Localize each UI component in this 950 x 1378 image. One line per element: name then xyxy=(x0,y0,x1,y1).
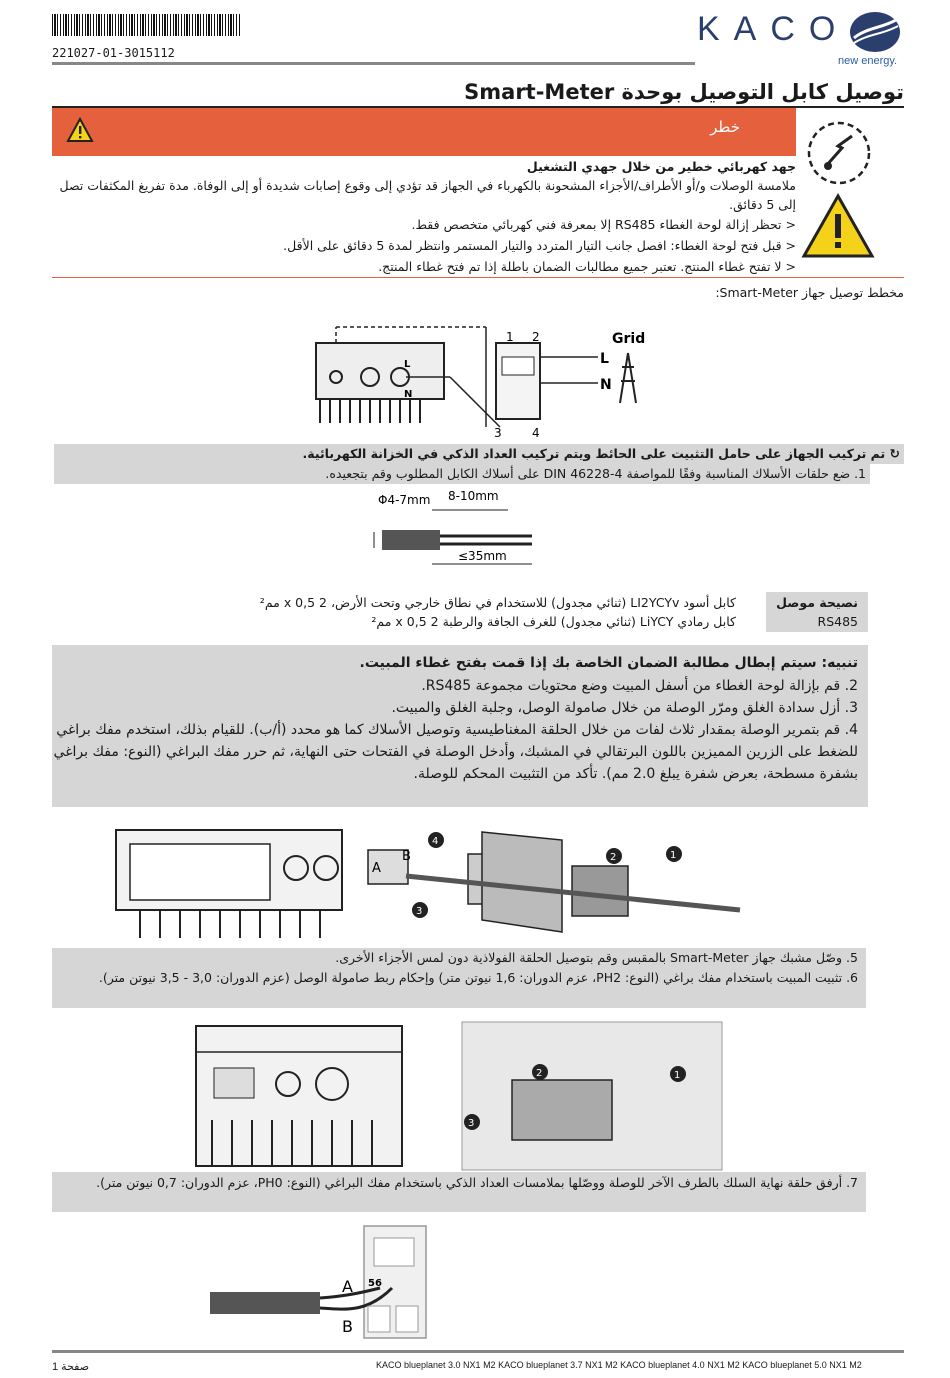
wire-b-label: B xyxy=(342,1317,353,1336)
wire-a-label: A xyxy=(372,861,381,876)
page-title: توصيل كابل التوصيل بوحدة Smart-Meter xyxy=(464,80,904,104)
danger-band xyxy=(52,108,796,156)
danger-bullet: < قبل فتح لوحة الغطاء: افصل جانب التيار المتردد والتيار المستمر وانتظر لمدة 5 دقائق على الأقل. xyxy=(283,238,796,253)
callout-3: 3 xyxy=(416,906,423,917)
warning-small-icon xyxy=(66,117,94,143)
grid-l-label: L xyxy=(600,351,609,367)
footer-rule xyxy=(52,1350,904,1353)
terminal-56-label: 56 xyxy=(368,1278,382,1289)
kaco-swirl-icon xyxy=(848,10,902,54)
cable-strip-figure xyxy=(372,488,552,584)
warning-large-icon xyxy=(800,192,876,260)
danger-heading: جهد كهربائي خطير من خلال جهدي التشغيل xyxy=(526,159,796,174)
strip-length-label: 8-10mm xyxy=(448,489,499,503)
diagram-heading: مخطط توصيل جهاز Smart-Meter: xyxy=(715,285,904,300)
refresh-icon: ↻ xyxy=(885,446,900,461)
callout-4: 4 xyxy=(432,836,439,847)
terminal-3-label: 3 xyxy=(494,426,502,440)
cable-tip-label-1: نصيحة موصل xyxy=(776,595,858,610)
step-4: 4. قم بتمرير الوصلة بمقدار ثلاث لفات من خلال الحلقة المغناطيسية وتوصيل الأسلاك كما هو محدد (أ/ب). للقيام بذلك، استخدم مفك براغي للضغط على الزرين المميزين باللون البرتقالي في المشبك، وأدخل الوصلة في الفتحات حتى النهاية، ثم حرر مفك البراغي (النوع: مفك براغي بشفرة مسطحة، بعرض شفرة يبلغ 2.0 مم). تأكد من التثبيت المحكم للوصلة. xyxy=(53,722,858,782)
model-list: KACO blueplanet 3.0 NX1 M2 KACO blueplanet 3.7 NX1 M2 KACO blueplanet 4.0 NX1 M2 KACO blueplanet 5.0 NX1 M2 xyxy=(376,1360,862,1370)
danger-bullet: < تحظر إزالة لوحة الغطاء RS485 إلا بمعرفة فني كهربائي متخصص فقط. xyxy=(411,217,796,232)
step-7: 7. أرفق حلقة نهاية السلك بالطرف الآخر للوصلة ووصّلها بملامسات العداد الذكي باستخدام مفك البراغي (النوع: PH0، عزم الدوران: 0,7 نيوتن متر). xyxy=(96,1175,858,1190)
grid-n-label: N xyxy=(600,377,612,393)
inverter-n-label: N xyxy=(404,389,413,400)
connection-diagram xyxy=(310,305,670,445)
terminal-4-label: 4 xyxy=(532,426,540,440)
wire-b-label: B xyxy=(402,849,411,864)
step-1: 1. ضع حلقات الأسلاك المناسبة وفقًا للمواصفة DIN 46228-4 على أسلاك الكابل المطلوب وقم بتجعيده. xyxy=(325,466,866,481)
grid-label: Grid xyxy=(612,331,646,347)
header-rule xyxy=(52,62,695,65)
cable-tip-line-2: كابل رمادي LiYCY (ثنائي مجدول) للغرف الجافة والرطبة 2 x 0,5 مم² xyxy=(371,614,736,629)
kaco-logo: KACO xyxy=(697,10,850,48)
wire-a-label: A xyxy=(342,1277,353,1296)
chevron-icon: < xyxy=(781,259,796,274)
cable-length-label: ≤35mm xyxy=(458,549,507,563)
callout-3: 3 xyxy=(468,1118,475,1129)
meter-wiring-figure xyxy=(208,1222,448,1342)
step-6: 6. تثبيت المبيت باستخدام مفك براغي (النوع: PH2، عزم الدوران: 1,6 نيوتن متر) وإحكام ربط صامولة الوصل (عزم الدوران: 3,0 - 3,5 نيوتن متر). xyxy=(98,970,858,985)
inverter-l-label: L xyxy=(404,359,411,370)
cable-tip-label-2: RS485 xyxy=(817,614,858,629)
danger-rule xyxy=(52,277,904,278)
callout-1: 1 xyxy=(670,850,677,861)
chevron-icon: < xyxy=(781,238,796,253)
callout-1: 1 xyxy=(674,1070,681,1081)
danger-text: ملامسة الوصلات و/أو الأطراف/الأجزاء المشحونة بالكهرباء في الجهاز قد تؤدي إلى وقوع إصابات شديدة أو إلى الوفاة. مدة تفريغ المكثفات تصل إلى 5 دقائق. xyxy=(59,178,796,212)
danger-bullet: < لا تفتح غطاء المنتج. تعتبر جميع مطالبات الضمان باطلة إذا تم فتح غطاء المنتج. xyxy=(378,259,796,274)
step-2: 2. قم بإزالة لوحة الغطاء من أسفل المبيت وضع محتويات مجموعة RS485. xyxy=(421,678,858,694)
precondition-text: ↻ تم تركيب الجهاز على حامل التثبيت على الحائط ويتم تركيب العداد الذكي في الخزانة الكهربائية. xyxy=(302,446,900,461)
page-number: صفحة 1 xyxy=(52,1361,90,1373)
notice-text: تنبيه: سيتم إبطال مطالبة الضمان الخاصة بك إذا قمت بفتح غطاء المبيت. xyxy=(359,655,858,671)
danger-label: خطر xyxy=(710,118,740,136)
chevron-icon: < xyxy=(781,217,796,232)
terminal-1-label: 1 xyxy=(506,330,514,344)
cable-tip-line-1: كابل أسود LI2YCYv (ثنائي مجدول) للاستخدام في نطاق خارجي وتحت الأرض، 2 x 0,5 مم² xyxy=(259,595,736,610)
barcode xyxy=(52,14,240,36)
callout-2: 2 xyxy=(536,1068,543,1079)
step-5: 5. وصّل مشبك جهاز Smart-Meter بالمقبس وقم بتوصيل الحلقة الفولاذية دون لمس الأجزاء الأخرى. xyxy=(335,950,858,965)
diameter-label: Φ4-7mm xyxy=(378,493,431,507)
terminal-2-label: 2 xyxy=(532,330,540,344)
callout-2: 2 xyxy=(610,852,617,863)
step-3: 3. أزل سدادة الغلق ومرّر الوصلة من خلال صامولة الوصل، وجلبة الغلق والمبيت. xyxy=(391,700,858,716)
rs485-assembly-figure xyxy=(110,820,750,948)
electric-shock-icon xyxy=(806,120,872,186)
kaco-tagline: new energy. xyxy=(838,55,898,67)
document-number: 221027-01-3015112 xyxy=(52,46,175,60)
housing-mount-figure xyxy=(192,1020,728,1172)
